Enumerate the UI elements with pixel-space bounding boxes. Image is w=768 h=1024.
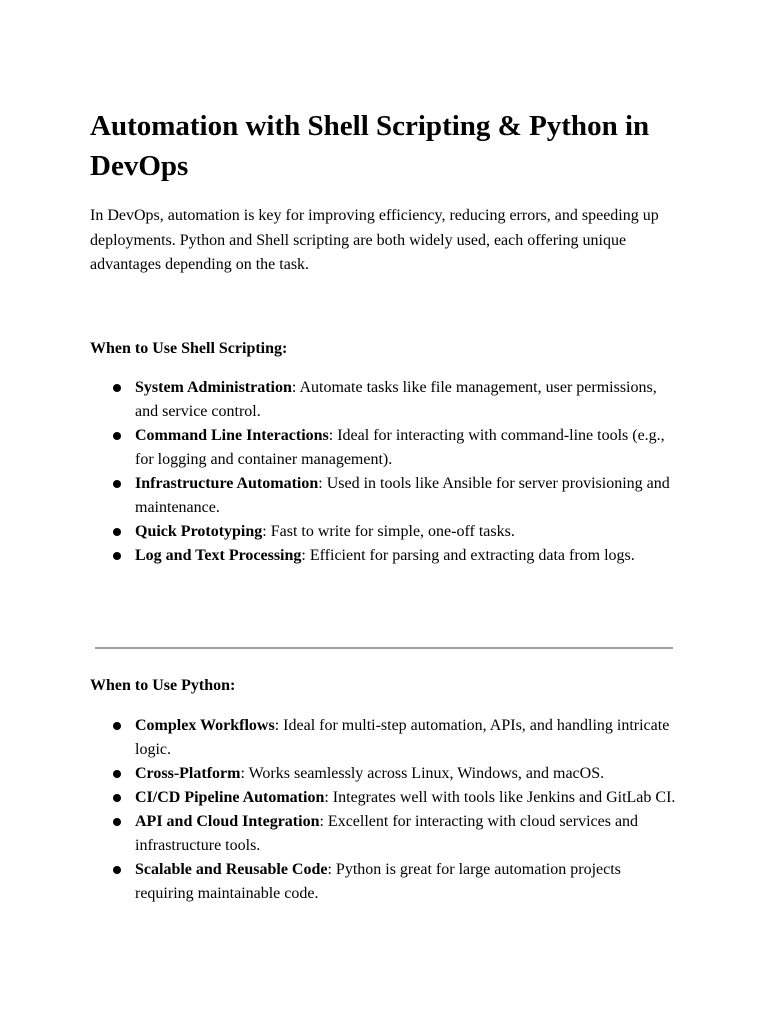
bullet-icon [113, 818, 121, 826]
shell-bullet-list [90, 376, 680, 568]
bullet-description: : Efficient for parsing and extracting data from logs. [301, 547, 635, 564]
bullet-term: Complex Workflows [135, 717, 275, 734]
list-item [90, 786, 680, 810]
list-item [90, 858, 680, 906]
bullet-description: : Excellent for interacting with cloud services and infrastructure tools. [135, 813, 639, 854]
bullet-term: API and Cloud Integration [135, 813, 320, 830]
bullet-description: : Works seamlessly across Linux, Windows, and macOS. [240, 765, 605, 782]
list-item [90, 762, 680, 786]
bullet-icon [113, 722, 121, 730]
bullet-icon [113, 528, 121, 536]
list-item [90, 544, 680, 568]
bullet-icon [113, 432, 121, 440]
list-item [90, 714, 680, 762]
shell-section-heading: When to Use Shell Scripting: [90, 340, 288, 357]
bullet-description: : Used in tools like Ansible for server provisioning and maintenance. [135, 475, 670, 516]
python-bullet-list [90, 714, 680, 906]
section-divider [95, 647, 673, 649]
bullet-description: : Automate tasks like file management, user permissions, and service control. [135, 379, 657, 420]
python-section-heading: When to Use Python: [90, 677, 236, 694]
list-item [90, 424, 680, 472]
page-title: Automation with Shell Scripting & Python in DevOps [90, 110, 650, 182]
bullet-term: CI/CD Pipeline Automation [135, 789, 325, 806]
bullet-icon [113, 480, 121, 488]
list-item [90, 472, 680, 520]
bullet-term: Log and Text Processing [135, 547, 302, 564]
bullet-term: Command Line Interactions [135, 427, 329, 444]
bullet-icon [113, 770, 121, 778]
bullet-description: : Fast to write for simple, one-off tasks. [262, 523, 515, 540]
bullet-description: : Ideal for multi-step automation, APIs, and handling intricate logic. [135, 717, 670, 758]
bullet-term: Infrastructure Automation [135, 475, 319, 492]
bullet-icon [113, 794, 121, 802]
bullet-icon [113, 552, 121, 560]
bullet-description: : Ideal for interacting with command-line tools (e.g., for logging and container management). [135, 427, 665, 468]
bullet-term: Cross-Platform [135, 765, 241, 782]
bullet-term: Scalable and Reusable Code [135, 861, 328, 878]
bullet-icon [113, 384, 121, 392]
list-item [90, 810, 680, 858]
list-item [90, 376, 680, 424]
intro-paragraph: In DevOps, automation is key for improving efficiency, reducing errors, and speeding up deployments. Python and Shell scripting are both widely used, each offering unique advantages depending on the task. [90, 207, 659, 273]
bullet-description: : Integrates well with tools like Jenkins and GitLab CI. [324, 789, 676, 806]
bullet-term: System Administration [135, 379, 292, 396]
bullet-term: Quick Prototyping [135, 523, 263, 540]
bullet-description: : Python is great for large automation projects requiring maintainable code. [135, 861, 621, 902]
list-item [90, 520, 680, 544]
bullet-icon [113, 866, 121, 874]
